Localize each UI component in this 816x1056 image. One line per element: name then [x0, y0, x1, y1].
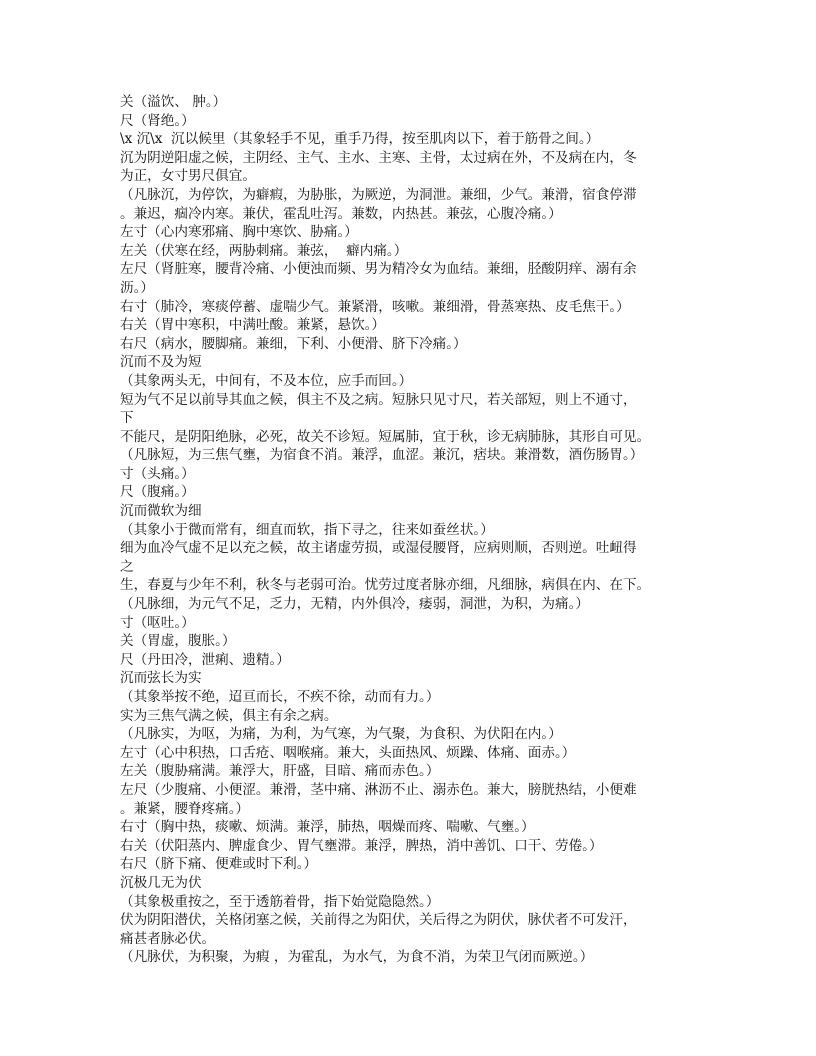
section-heading-line: 沉而微软为细: [120, 503, 202, 520]
text-line: 为正，女寸男尺俱宜。: [120, 168, 256, 185]
text-line: 右寸（肺冷，寒痰停蓄、虚喘少气。兼紧滑，咳嗽。兼细滑，骨蒸寒热、皮毛焦干。）: [120, 298, 630, 315]
section-heading-line: 沉而不及为短: [120, 354, 202, 371]
text-line: 关（溢饮、 肿。）: [120, 94, 227, 110]
text-line: （其象两头无，中间有，不及本位，应手而回。）: [120, 372, 413, 389]
text-line: 沥。）: [120, 279, 154, 296]
section-heading-line: 沉而弦长为实: [120, 670, 202, 687]
text-line: 右尺（病水，腰脚痛。兼细，下利、小便滑、脐下冷痛。）: [120, 335, 467, 352]
text-line: 右关（胃中寒积，中满吐酸。兼紧，悬饮。）: [120, 317, 386, 334]
text-line: （其象小于微而常有，细直而软，指下寻之，往来如蚕丝状。）: [120, 521, 494, 538]
text-line: 。兼紧，腰脊疼痛。）: [120, 800, 250, 817]
text-line: 沉为阴逆阳虚之候，主阴经、主气、主水、主寒、主骨，太过病在外，不及病在内，冬: [120, 149, 637, 166]
text-line: （凡脉细，为元气不足，乏力，无精，内外俱冷，痿弱，洞泄，为积，为痛。）: [120, 596, 589, 613]
text-line: 左尺（少腹痛、小便涩。兼滑，茎中痛、淋沥不止、溺赤色。兼大，膀胱热结，小便难: [120, 781, 637, 798]
text-line: 右尺（脐下痛、便难或时下利。）: [120, 856, 318, 873]
text-line: 左尺（肾脏寒，腰背冷痛、小便浊而频、男为精冷女为血结。兼细，胫酸阴痒、溺有余: [120, 261, 637, 278]
text-line: 右寸（胸中热，痰嗽、烦满。兼浮，肺热，咽燥而疼、喘嗽、气壅。）: [120, 819, 535, 836]
section-heading-line: \x 沉\x 沉以候里（其象轻手不见，重手乃得，按至肌肉以下，着于筋骨之间。）: [120, 131, 600, 148]
text-line: 尺（肾绝。）: [120, 112, 195, 129]
text-line: （其象极重按之，至于透筋着骨，指下始觉隐隐然。）: [120, 893, 440, 910]
text-line: 左关（腹胁痛满。兼浮大，肝盛，目暗、痛而赤色。）: [120, 763, 440, 780]
document-page: [120, 93, 680, 967]
text-line: 右关（伏阳蒸内、脾虚食少、胃气壅滞。兼浮，脾热，消中善饥、口干、劳倦。）: [120, 837, 603, 854]
text-line: 生，春夏与少年不利，秋冬与老弱可治。忧劳过度者脉亦细，凡细脉，病俱在内、在下。: [120, 577, 651, 594]
text-line: 左寸（心中积热，口舌疮、咽喉痛。兼大，头面热风、烦躁、体痛、面赤。）: [120, 744, 576, 761]
text-line: 尺（丹田冷，泄痢、遗精。）: [120, 651, 290, 668]
text-line: 尺（腹痛。）: [120, 484, 195, 501]
text-line: 关（胃虚，腹胀。）: [120, 633, 236, 650]
text-line: 下: [120, 410, 134, 427]
text-line: 左关（伏寒在经，两胁刺痛。兼弦， 癖内痛。）: [120, 242, 408, 259]
text-line: 之: [120, 558, 134, 575]
text-line: 寸（呕吐。）: [120, 614, 195, 631]
text-line: （凡脉实，为呕，为痛，为利，为气寒，为气聚，为食积、为伏阳在内。）: [120, 726, 562, 743]
text-line: 左寸（心内寒邪痛、胸中寒饮、胁痛。）: [120, 224, 358, 241]
text-line: 寸（头痛。）: [120, 465, 195, 482]
text-line: （凡脉沉，为停饮，为癖瘕，为胁胀，为厥逆，为洞泄。兼细，少气。兼滑，宿食停滞: [120, 186, 637, 203]
text-line: 。兼迟，痼冷内寒。兼伏，霍乱吐泻。兼数，内热甚。兼弦，心腹冷痛。）: [120, 205, 562, 222]
text-line: 细为血冷气虚不足以充之候，故主诸虚劳损，或湿侵腰肾，应病则顺，否则逆。吐衄得: [120, 540, 637, 557]
text-line: （凡脉短，为三焦气壅，为宿食不消。兼浮，血涩。兼沉，痞块。兼滑数，酒伤肠胃。）: [120, 447, 644, 464]
text-line: 不能尺，是阴阳绝脉，必死，故关不诊短。短属肺，宜于秋，诊无病肺脉，其形自可见。: [120, 428, 651, 445]
text-line: 伏为阴阳潜伏，关格闭塞之候，关前得之为阳伏，关后得之为阴伏，脉伏者不可发汗，: [120, 912, 637, 929]
section-heading-line: 沉极几无为伏: [120, 874, 202, 891]
text-line: （其象举按不绝，迢亘而长，不疾不徐，动而有力。）: [120, 689, 440, 705]
text-line: 痛甚者脉必伏。: [120, 930, 216, 947]
text-line: （凡脉伏，为积聚，为瘕 ，为霍乱，为水气，为食不消，为荣卫气闭而厥逆。）: [120, 949, 594, 966]
text-line: 短为气不足以前导其血之候，俱主不及之病。短脉只见寸尺，若关部短，则上不通寸，: [120, 391, 637, 408]
text-line: 实为三焦气满之候，俱主有余之病。: [120, 707, 338, 724]
